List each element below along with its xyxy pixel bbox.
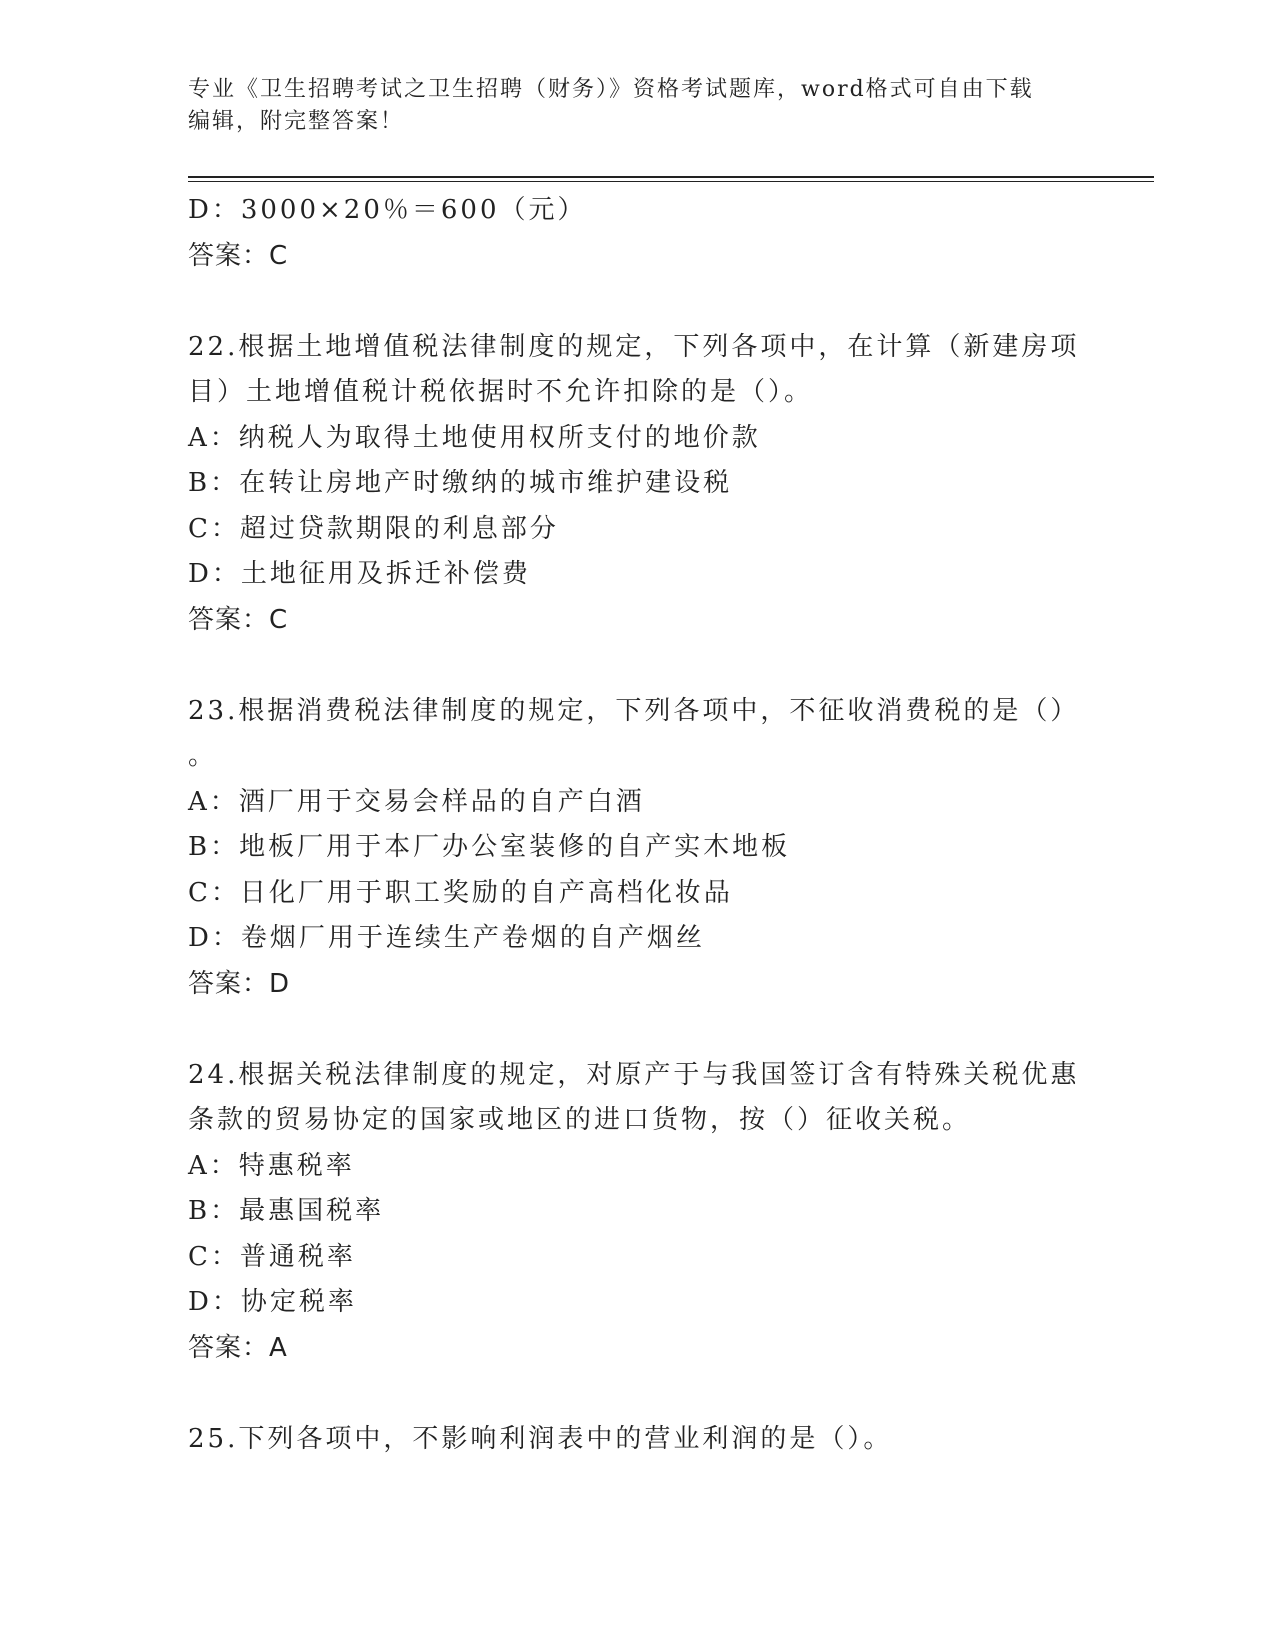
question-stem-line-1: 22.根据土地增值税法律制度的规定，下列各项中，在计算（新建房项 <box>188 331 1080 362</box>
option-d: D：3000×20％＝600（元） <box>188 195 587 225</box>
previous-question-tail <box>188 188 1088 279</box>
option-a: A：酒厂用于交易会样品的自产白酒 <box>188 786 645 817</box>
option-a: A：纳税人为取得土地使用权所支付的地价款 <box>188 422 761 453</box>
spacer <box>188 279 1088 325</box>
header-line-2: 编辑，附完整答案！ <box>188 109 405 134</box>
question-25 <box>188 1417 1088 1463</box>
spacer <box>188 1007 1088 1053</box>
header-line-1: 专业《卫生招聘考试之卫生招聘（财务）》资格考试题库，word格式可自由下载 <box>188 77 1034 102</box>
option-c: C：日化厂用于职工奖励的自产高档化妆品 <box>188 877 733 908</box>
header-divider-thick <box>188 176 1154 178</box>
question-stem-line-2: 。 <box>188 741 218 771</box>
option-c: C：超过贷款期限的利息部分 <box>188 513 559 544</box>
header-divider-thin <box>188 181 1154 182</box>
answer-line: 答案：C <box>188 240 289 271</box>
question-stem-line-1: 25.下列各项中，不影响利润表中的营业利润的是（）。 <box>188 1423 893 1454</box>
option-d: D：土地征用及拆迁补偿费 <box>188 559 531 589</box>
answer-line: 答案：D <box>188 968 291 999</box>
option-d: D：卷烟厂用于连续生产卷烟的自产烟丝 <box>188 923 705 953</box>
question-24 <box>188 1053 1088 1372</box>
option-d: D：协定税率 <box>188 1287 357 1317</box>
option-a: A：特惠税率 <box>188 1150 355 1181</box>
option-c: C：普通税率 <box>188 1241 356 1272</box>
spacer <box>188 643 1088 689</box>
question-22 <box>188 325 1088 644</box>
spacer <box>188 1371 1088 1417</box>
answer-line: 答案：A <box>188 1332 288 1363</box>
document-header <box>188 74 1088 138</box>
question-stem-line-2: 条款的贸易协定的国家或地区的进口货物，按（）征收关税。 <box>188 1105 972 1135</box>
option-b: B：最惠国税率 <box>188 1196 385 1226</box>
question-stem-line-2: 目）土地增值税计税依据时不允许扣除的是（）。 <box>188 377 814 407</box>
question-content <box>188 188 1088 1462</box>
option-b: B：地板厂用于本厂办公室装修的自产实木地板 <box>188 832 791 862</box>
question-stem-line-1: 23.根据消费税法律制度的规定，下列各项中，不征收消费税的是（） <box>188 695 1080 726</box>
question-stem-line-1: 24.根据关税法律制度的规定，对原产于与我国签订含有特殊关税优惠 <box>188 1059 1080 1090</box>
option-b: B：在转让房地产时缴纳的城市维护建设税 <box>188 468 733 498</box>
answer-line: 答案：C <box>188 604 289 635</box>
question-23 <box>188 689 1088 1008</box>
